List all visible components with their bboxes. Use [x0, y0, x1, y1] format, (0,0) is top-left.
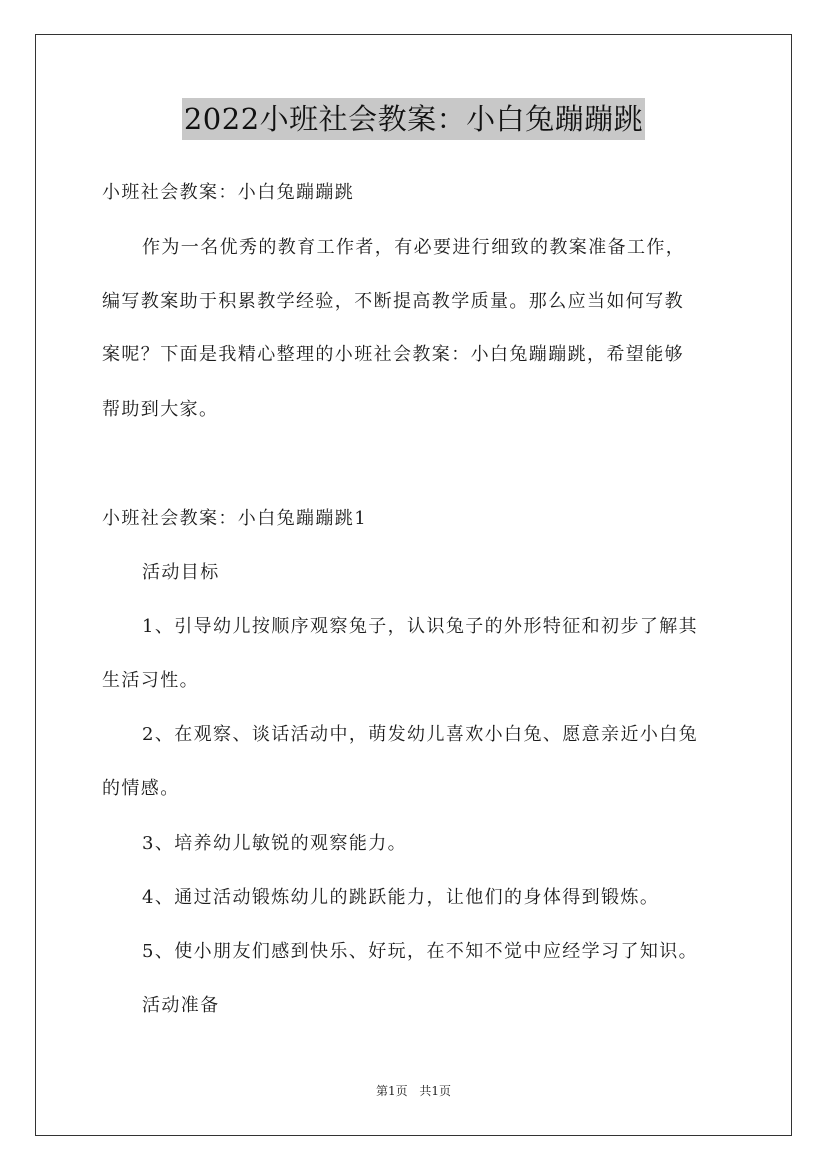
page-footer	[0, 1083, 827, 1099]
goal-line: 1、引导幼儿按顺序观察兔子，认识兔子的外形特征和初步了解其	[142, 616, 699, 637]
goal-line: 3、培养幼儿敏锐的观察能力。	[142, 833, 408, 854]
document-title: 2022小班社会教案：小白兔蹦蹦跳	[182, 98, 645, 140]
goal-line: 4、通过活动锻炼幼儿的跳跃能力，让他们的身体得到锻炼。	[142, 887, 660, 908]
goals-heading: 活动目标	[142, 562, 220, 583]
section-title: 小班社会教案：小白兔蹦蹦跳1	[102, 508, 368, 529]
goal-line: 的情感。	[102, 778, 180, 799]
intro-line-1: 作为一名优秀的教育工作者，有必要进行细致的教案准备工作，	[142, 237, 686, 258]
goal-line: 5、使小朋友们感到快乐、好玩，在不知不觉中应经学习了知识。	[142, 941, 699, 962]
subtitle: 小班社会教案：小白兔蹦蹦跳	[102, 182, 355, 203]
page-total: 共1页	[419, 1084, 452, 1098]
goal-line: 2、在观察、谈话活动中，萌发幼儿喜欢小白兔、愿意亲近小白兔	[142, 724, 699, 745]
intro-line-3: 案呢？下面是我精心整理的小班社会教案：小白兔蹦蹦跳，希望能够	[102, 344, 684, 365]
intro-line-4: 帮助到大家。	[102, 399, 219, 420]
title-container	[0, 98, 827, 140]
prep-heading: 活动准备	[142, 995, 220, 1016]
goal-line: 生活习性。	[102, 670, 199, 691]
intro-line-2: 编写教案助于积累教学经验，不断提高教学质量。那么应当如何写教	[102, 291, 684, 312]
page-number: 第1页	[375, 1084, 408, 1098]
